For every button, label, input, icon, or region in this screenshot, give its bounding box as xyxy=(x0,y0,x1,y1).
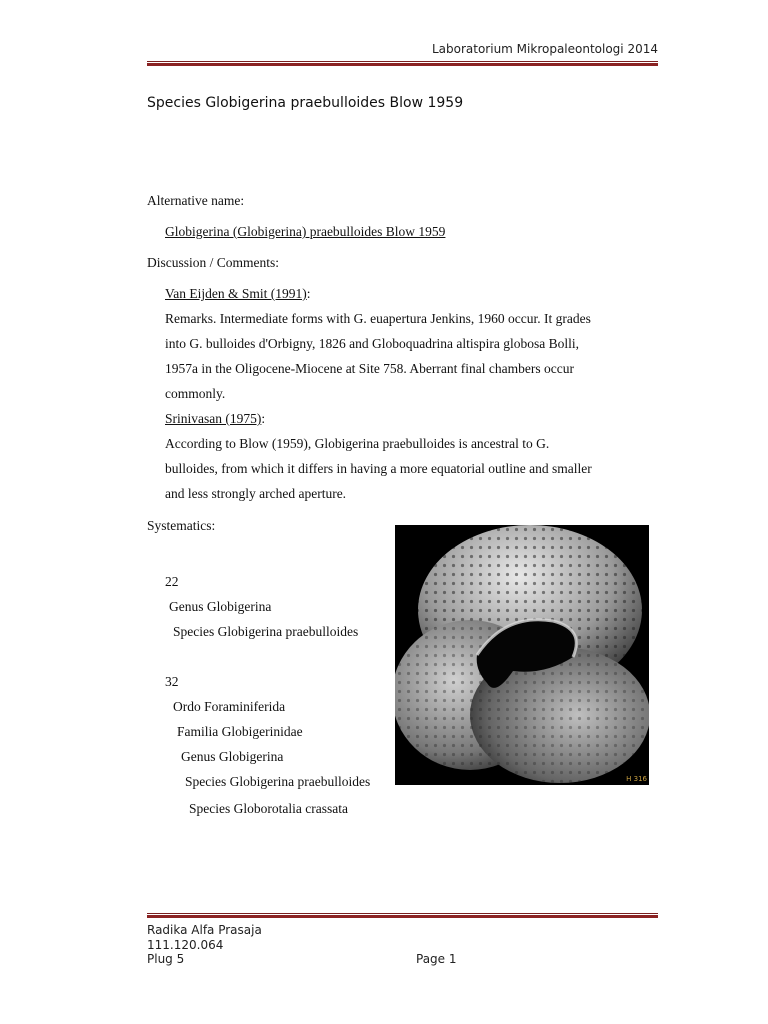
discussion-label: Discussion / Comments: xyxy=(147,255,280,270)
srinivasan-paragraph xyxy=(165,431,665,506)
systematics-species: Species Globigerina praebulloides xyxy=(173,624,359,639)
srinivasan-line: bulloides, from which it differs in having a more equatorial outline and smaller xyxy=(165,461,592,476)
reference-srinivasan-link: Srinivasan (1975) xyxy=(165,411,262,426)
fossil-sem-image xyxy=(395,525,649,785)
srinivasan-line: and less strongly arched aperture. xyxy=(165,486,347,501)
footer-page-number: Page 1 xyxy=(416,952,457,966)
alternative-name-label: Alternative name: xyxy=(147,193,245,208)
fossil-illustration xyxy=(395,525,649,785)
remarks-line: into G. bulloides d'Orbigny, 1826 and Globoquadrina altispira globosa Bolli, xyxy=(165,336,580,351)
systematics-ordo: Ordo Foraminiferida xyxy=(173,699,286,714)
systematics-species: Species Globorotalia crassata xyxy=(189,801,348,816)
footer-plug: Plug 5 xyxy=(147,952,185,966)
footer-author: Radika Alfa Prasaja xyxy=(147,923,262,937)
remarks-paragraph xyxy=(165,306,665,406)
systematics-code: 32 xyxy=(165,674,179,689)
footer-rule xyxy=(147,913,658,918)
reference-van-eijden-link: Van Eijden & Smit (1991) xyxy=(165,286,307,301)
systematics-species: Species Globigerina praebulloides xyxy=(185,774,371,789)
alternative-name-value: Globigerina (Globigerina) praebulloides Blow 1959 xyxy=(165,224,446,239)
systematics-genus: Genus Globigerina xyxy=(181,749,284,764)
remarks-line: commonly. xyxy=(165,386,226,401)
systematics-familia: Familia Globigerinidae xyxy=(177,724,303,739)
footer-id: 111.120.064 xyxy=(147,938,224,952)
systematics-genus: Genus Globigerina xyxy=(169,599,272,614)
remarks-line: 1957a in the Oligocene-Miocene at Site 758. Aberrant final chambers occur xyxy=(165,361,574,376)
reference-van-eijden-suffix: : xyxy=(306,286,311,301)
scale-label: H 316 xyxy=(626,775,647,783)
page-title: Species Globigerina praebulloides Blow 1959 xyxy=(147,95,464,111)
reference-srinivasan xyxy=(165,406,265,431)
reference-srinivasan-suffix: : xyxy=(261,411,266,426)
srinivasan-line: According to Blow (1959), Globigerina praebulloides is ancestral to G. xyxy=(165,436,550,451)
header-rule xyxy=(147,61,658,66)
systematics-label: Systematics: xyxy=(147,518,216,533)
remarks-line: Remarks. Intermediate forms with G. euapertura Jenkins, 1960 occur. It grades xyxy=(165,311,591,326)
header-text: Laboratorium Mikropaleontologi 2014 xyxy=(431,42,658,56)
reference-van-eijden xyxy=(165,281,311,306)
systematics-code: 22 xyxy=(165,574,179,589)
